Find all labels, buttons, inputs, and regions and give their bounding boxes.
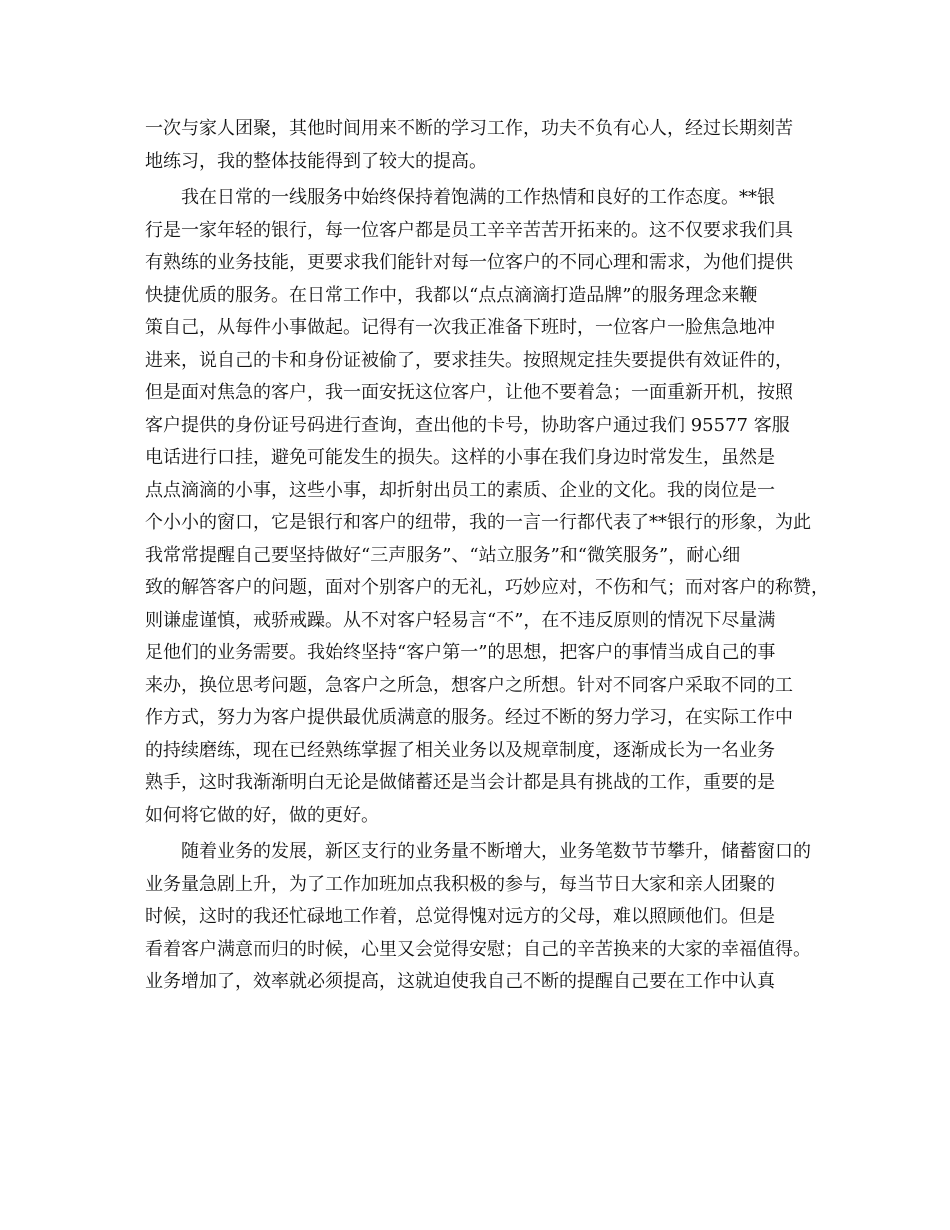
text-line: 作方式，努力为客户提供最优质满意的服务。经过不断的努力学习，在实际工作中 xyxy=(145,707,793,728)
text-line: 我在日常的一线服务中始终保持着饱满的工作热情和良好的工作态度。**银 xyxy=(181,187,775,208)
text-line: 快捷优质的服务。在日常工作中，我都以“点点滴滴打造品牌”的服务理念来鞭 xyxy=(145,284,758,306)
paragraph-2 xyxy=(145,182,829,832)
document-body xyxy=(145,113,829,1003)
paragraph-3 xyxy=(145,836,825,999)
text-line: 致的解答客户的问题，面对个别客户的无礼，巧妙应对，不伤和气；而对客户的称赞， xyxy=(145,577,829,598)
text-line: 但是面对焦急的客户，我一面安抚这位客户，让他不要着急；一面重新开机，按照 xyxy=(145,382,793,403)
text-line: 地练习，我的整体技能得到了较大的提高。 xyxy=(145,150,487,172)
text-line: 进来，说自己的卡和身份证被偷了，要求挂失。按照规定挂失要提供有效证件的， xyxy=(145,349,793,371)
text-line: 足他们的业务需要。我始终坚持“客户第一”的思想，把客户的事情当成自己的事 xyxy=(145,642,776,663)
text-line: 如何将它做的好，做的更好。 xyxy=(145,804,379,826)
text-line: 业务增加了，效率就必须提高，这就迫使我自己不断的提醒自己要在工作中认真 xyxy=(145,971,775,992)
text-line: 时候，这时的我还忙碌地工作着，总觉得愧对远方的父母，难以照顾他们。但是 xyxy=(145,906,775,927)
text-line: 熟手，这时我渐渐明白无论是做储蓄还是当会计都是具有挑战的工作，重要的是 xyxy=(145,772,775,793)
text-line: 有熟练的业务技能，更要求我们能针对每一位客户的不同心理和需求，为他们提供 xyxy=(145,252,793,273)
text-line: 来办，换位思考问题，急客户之所急，想客户之所想。针对不同客户采取不同的工 xyxy=(145,674,793,696)
text-line: 个小小的窗口，它是银行和客户的纽带，我的一言一行都代表了**银行的形象，为此 xyxy=(145,512,811,533)
text-line: 电话进行口挂，避免可能发生的损失。这样的小事在我们身边时常发生，虽然是 xyxy=(145,447,775,468)
text-line: 策自己，从每件小事做起。记得有一次我正准备下班时，一位客户一脸焦急地冲 xyxy=(145,317,775,338)
text-line: 点点滴滴的小事，这些小事，却折射出员工的素质、企业的文化。我的岗位是一 xyxy=(145,479,775,501)
text-line: 业务量急剧上升，为了工作加班加点我积极的参与，每当节日大家和亲人团聚的 xyxy=(145,873,775,895)
text-line: 的持续磨练，现在已经熟练掌握了相关业务以及规章制度，逐渐成长为一名业务 xyxy=(145,739,775,761)
text-line: 行是一家年轻的银行，每一位客户都是员工辛辛苦苦开拓来的。这不仅要求我们具 xyxy=(145,219,793,241)
text-line: 我常常提醒自己要坚持做好“三声服务”、“站立服务”和“微笑服务”，耐心细 xyxy=(145,544,741,566)
paragraph-1 xyxy=(145,113,825,178)
text-line: 看着客户满意而归的时候，心里又会觉得安慰；自己的辛苦换来的大家的幸福值得。 xyxy=(145,938,811,960)
text-line: 客户提供的身份证号码进行查询，查出他的卡号，协助客户通过我们 95577 客服 xyxy=(145,414,790,436)
text-line: 则谦虚谨慎，戒骄戒躁。从不对客户轻易言“不”，在不违反原则的情况下尽量满 xyxy=(145,609,776,631)
text-line: 随着业务的发展，新区支行的业务量不断增大，业务笔数节节攀升，储蓄窗口的 xyxy=(181,841,811,862)
text-line: 一次与家人团聚，其他时间用来不断的学习工作，功夫不负有心人，经过长期刻苦 xyxy=(145,118,793,139)
